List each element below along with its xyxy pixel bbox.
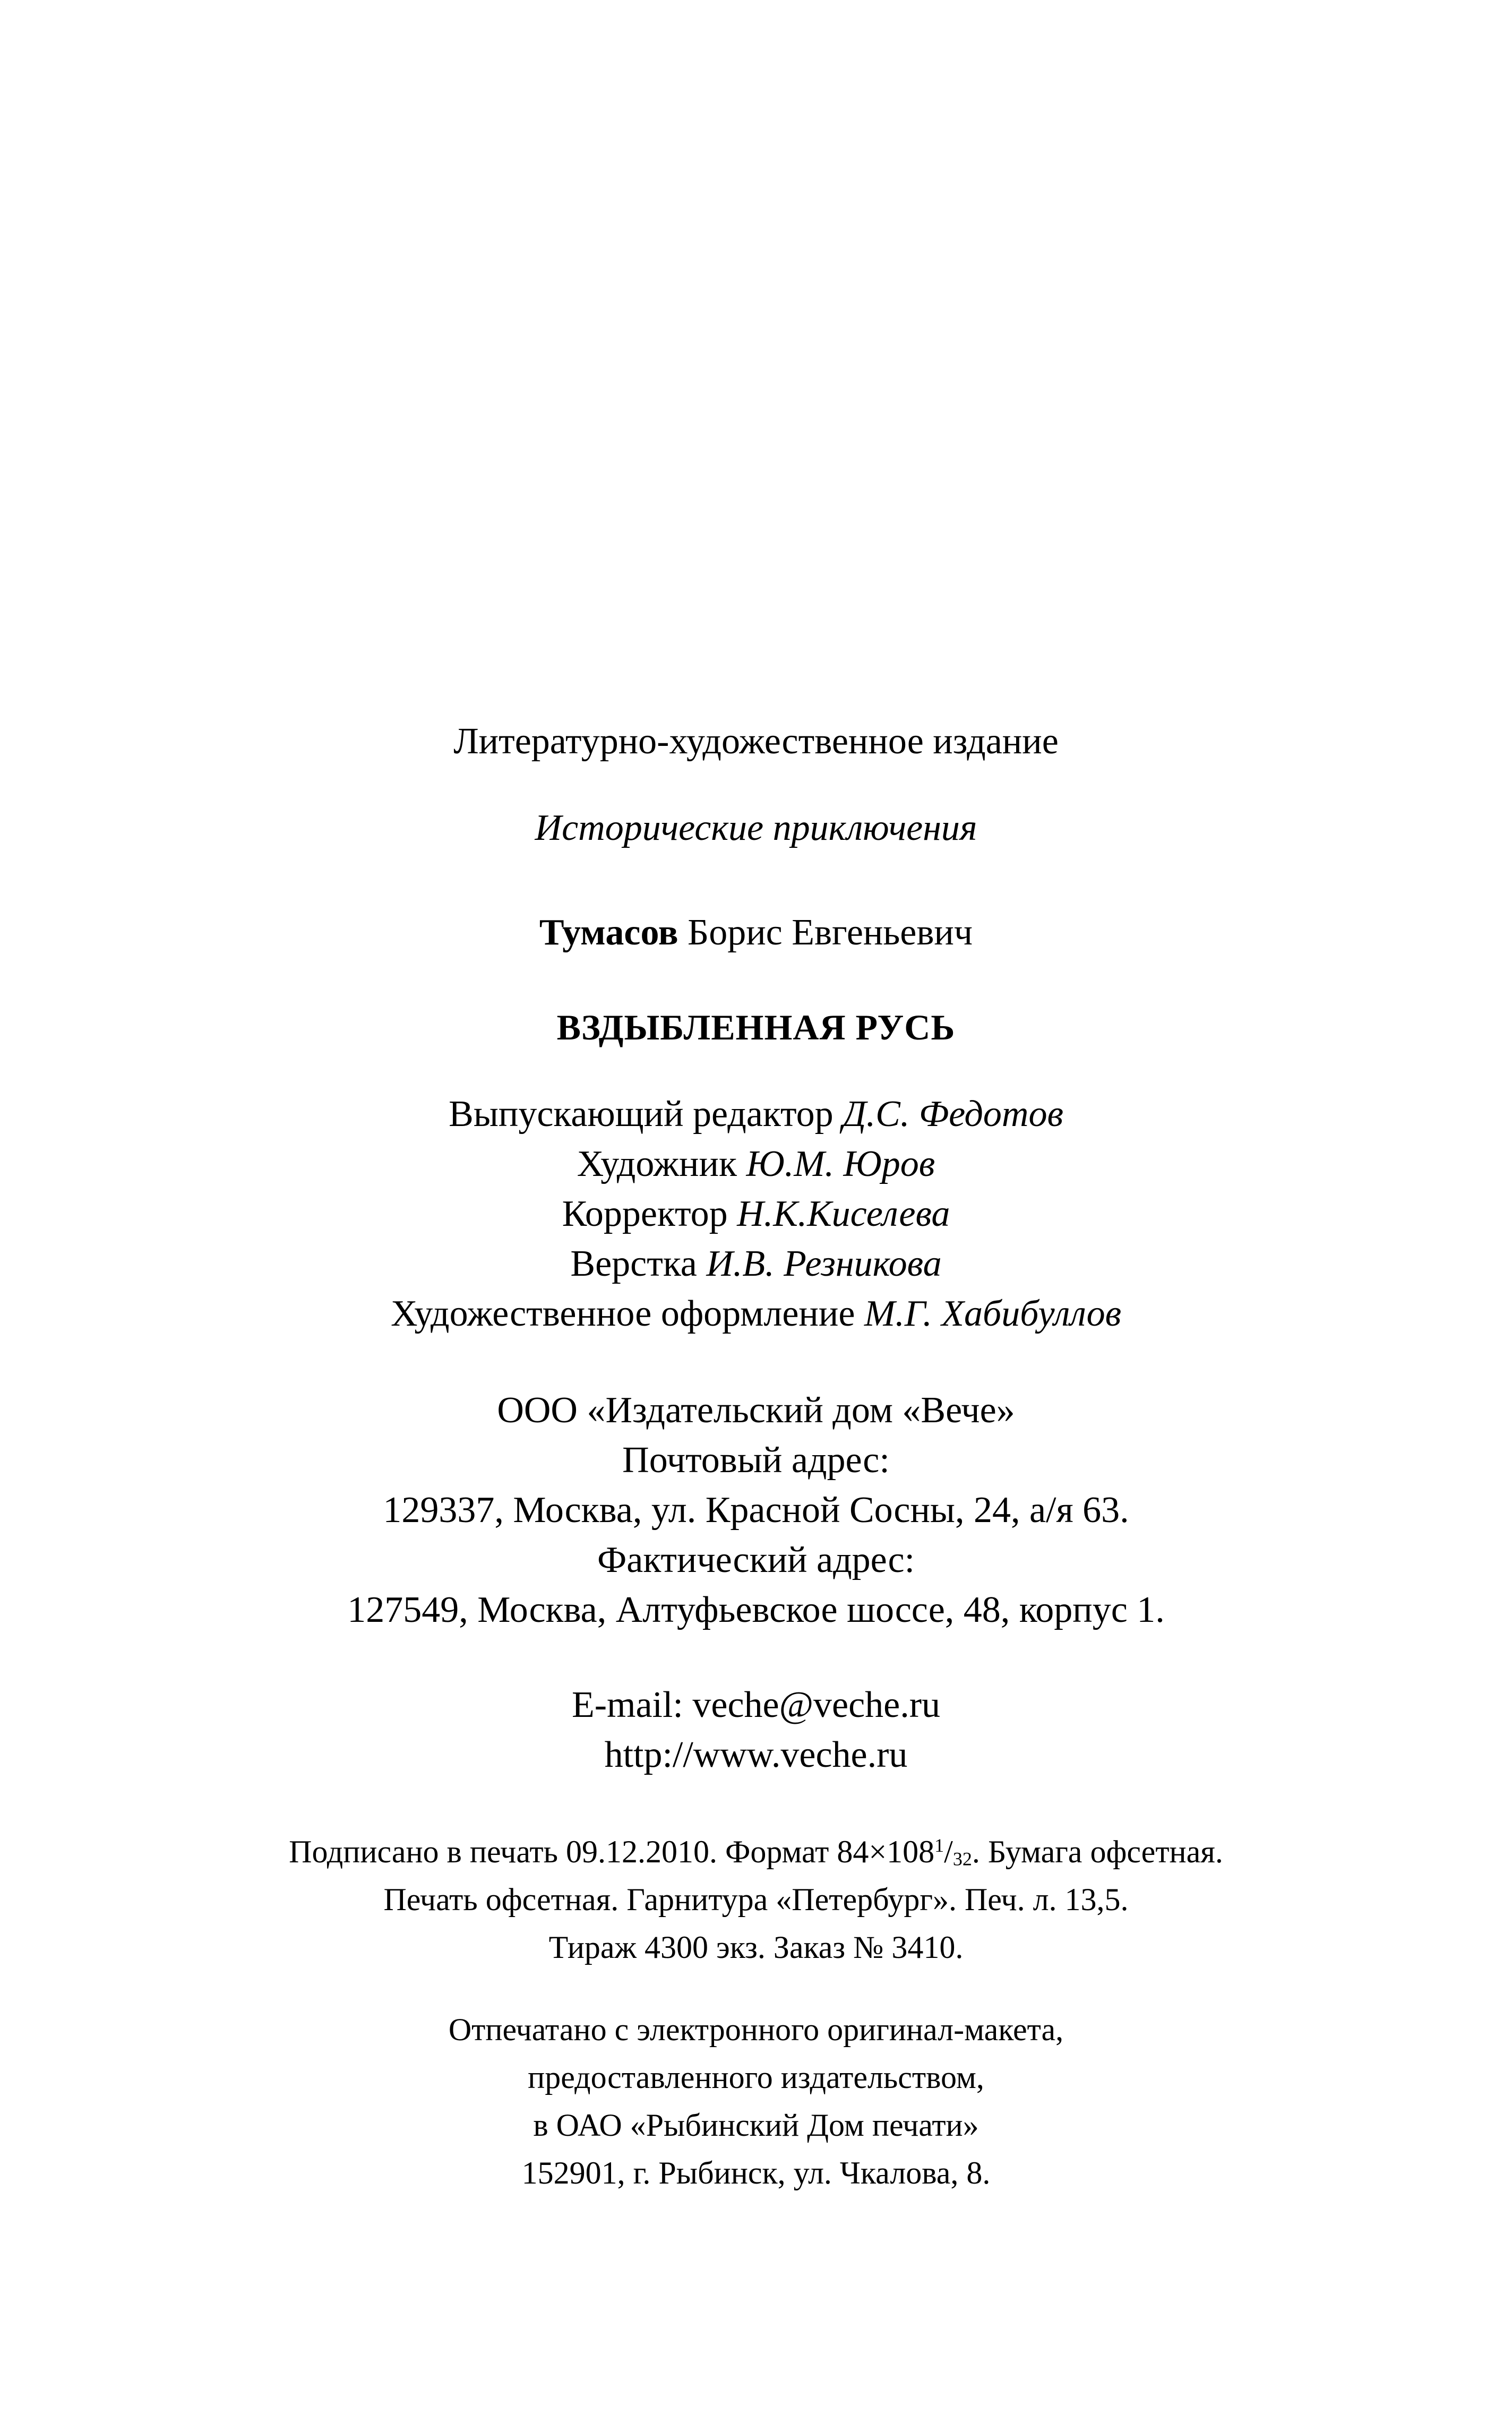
contacts-block (0, 1680, 1512, 1780)
print-info-line-1 (0, 1828, 1512, 1876)
author-given-names: Борис Евгеньевич (688, 912, 973, 953)
credit-name: Н.К.Киселева (737, 1193, 950, 1234)
author (0, 908, 1512, 958)
printer-line-3: в ОАО «Рыбинский Дом печати» (533, 2108, 979, 2143)
format-numerator: 1 (934, 1835, 944, 1857)
printer-line-4: 152901, г. Рыбинск, ул. Чкалова, 8. (521, 2155, 991, 2190)
actual-address: 127549, Москва, Алтуфьевское шоссе, 48, корпус 1. (347, 1589, 1165, 1630)
printer-line-1: Отпечатано с электронного оригинал-макета, (448, 2012, 1064, 2047)
edition-type: Литературно-художественное издание (453, 721, 1059, 762)
print-info-paper: . Бумага офсетная. (972, 1834, 1223, 1869)
credit-role: Художник (577, 1144, 737, 1184)
actual-address-label: Фактический адрес: (597, 1540, 915, 1580)
postal-address: 129337, Москва, ул. Красной Сосны, 24, а/я 63. (383, 1490, 1129, 1531)
publisher-block (0, 1386, 1512, 1635)
credit-name: М.Г. Хабибуллов (864, 1293, 1121, 1334)
format-denominator: 32 (952, 1848, 972, 1870)
edition-type-block (0, 717, 1512, 767)
printer-block (0, 2006, 1512, 2197)
credit-name: Ю.М. Юров (746, 1144, 935, 1184)
credit-line (0, 1189, 1512, 1239)
credit-line (0, 1139, 1512, 1189)
credit-role: Выпускающий редактор (449, 1094, 834, 1135)
credits-block (0, 1089, 1512, 1339)
series-block (0, 803, 1512, 853)
print-info-signed: Подписано в печать 09.12.2010. Формат 84×108 (289, 1834, 935, 1869)
publisher-name: ООО «Издательский дом «Вече» (497, 1390, 1015, 1431)
credit-name: Д.С. Федотов (843, 1094, 1063, 1135)
credit-role: Корректор (562, 1193, 728, 1234)
series-name: Исторические приключения (535, 807, 977, 848)
author-block (0, 908, 1512, 958)
credit-line (0, 1239, 1512, 1289)
author-surname: Тумасов (539, 912, 678, 953)
print-info-block (0, 1828, 1512, 1971)
credit-name: И.В. Резникова (706, 1243, 942, 1284)
credit-line (0, 1289, 1512, 1339)
credit-role: Верстка (570, 1243, 697, 1284)
postal-address-label: Почтовый адрес: (622, 1440, 890, 1481)
print-info-line-2: Печать офсетная. Гарнитура «Петербург». Печ. л. 13,5. (383, 1882, 1129, 1917)
printer-line-2: предоставленного издательством, (528, 2060, 984, 2095)
print-info-line-3: Тираж 4300 экз. Заказ № 3410. (548, 1930, 964, 1965)
publisher-email: E-mail: veche@veche.ru (571, 1685, 941, 1725)
credit-line (0, 1089, 1512, 1139)
publisher-website: http://www.veche.ru (604, 1734, 908, 1775)
book-title-block (0, 1002, 1512, 1052)
book-title: ВЗДЫБЛЕННАЯ РУСЬ (556, 1007, 956, 1047)
credit-role: Художественное оформление (390, 1293, 855, 1334)
format-separator: / (944, 1834, 953, 1869)
